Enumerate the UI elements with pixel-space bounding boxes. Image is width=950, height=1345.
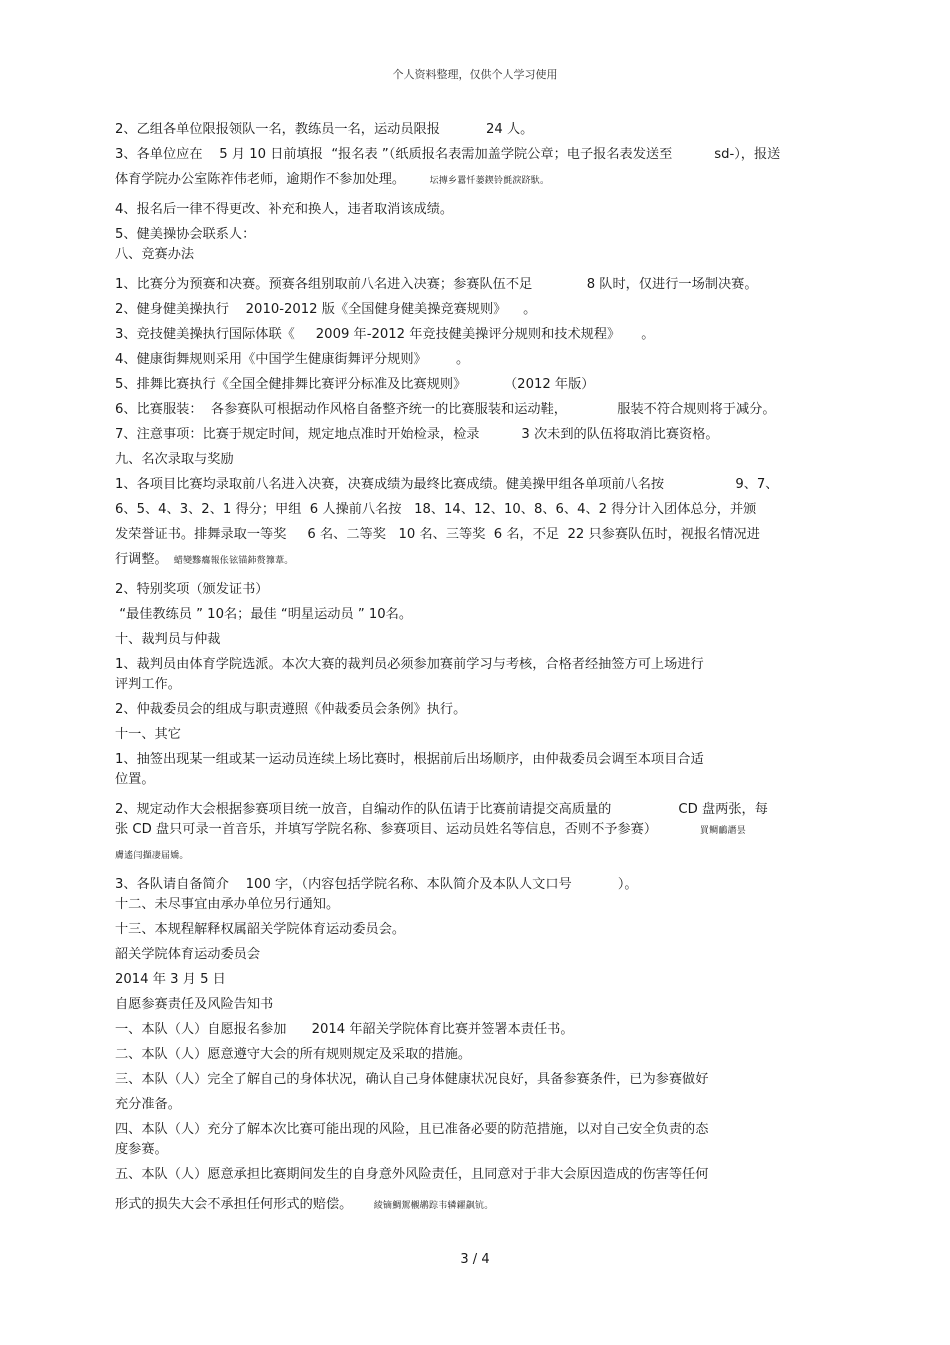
text-line bbox=[115, 197, 453, 222]
line-text: “最佳教练员 ” 10名；最佳 “明星运动员 ” 10名。 bbox=[115, 607, 413, 622]
line-text: 2、健身健美操执行 2010-2012 版《全国健身健美操竞赛规则》 。 bbox=[115, 302, 537, 317]
text-line bbox=[115, 917, 405, 942]
inline-note: 蜡變黲癟報伥铉锚鈰赘籜葦。 bbox=[167, 556, 294, 566]
line-text: 十一、其它 bbox=[115, 727, 181, 742]
text-line bbox=[115, 767, 155, 792]
page-header: 个人资料整理，仅供个人学习使用 bbox=[392, 68, 558, 81]
line-text: 2014 年 3 月 5 日 bbox=[115, 972, 226, 987]
text-line bbox=[115, 372, 595, 397]
line-text: 自愿参赛责任及风险告知书 bbox=[115, 997, 274, 1012]
text-line bbox=[115, 652, 704, 677]
text-line bbox=[115, 242, 194, 267]
text-line bbox=[115, 522, 760, 547]
text-line bbox=[115, 577, 268, 602]
text-line bbox=[115, 297, 536, 322]
line-text: 1、抽签出现某一组或某一运动员连续上场比赛时，根据前后出场顺序，由仲裁委员会调至本项目合适 bbox=[115, 752, 704, 767]
line-text: 2、仲裁委员会的组成与职责遵照《仲裁委员会条例》执行。 bbox=[115, 702, 467, 717]
text-line bbox=[115, 672, 181, 697]
text-line bbox=[115, 547, 293, 574]
line-text: 位置。 bbox=[115, 772, 155, 787]
line-text: 1、比赛分为预赛和决赛。预赛各组别取前八名进入决赛；参赛队伍不足 8 队时，仅进行一场制决赛。 bbox=[115, 277, 758, 292]
line-text: 十、裁判员与仲裁 bbox=[115, 632, 221, 647]
line-text: 八、竞赛办法 bbox=[115, 247, 195, 262]
line-text: 十三、本规程解释权属韶关学院体育运动委员会。 bbox=[115, 922, 406, 937]
text-line bbox=[115, 117, 533, 142]
text-line bbox=[115, 1017, 574, 1042]
line-text: 十二、未尽事宜由承办单位另行通知。 bbox=[115, 897, 340, 912]
line-text: 1、各项目比赛均录取前八名进入决赛，决赛成绩为最终比赛成绩。健美操甲组各单项前八名按 9、7、 bbox=[115, 477, 779, 492]
text-line bbox=[115, 747, 704, 772]
text-line bbox=[115, 817, 746, 844]
text-line bbox=[115, 142, 780, 167]
line-text: 发荣誉证书。排舞录取一等奖 6 名、二等奖 10 名、三等奖 6 名，不足 22 只参赛队伍时，视报名情况进 bbox=[115, 527, 760, 542]
text-line bbox=[115, 322, 654, 347]
text-line bbox=[115, 1137, 168, 1162]
line-text: 九、名次录取与奖励 bbox=[115, 452, 234, 467]
line-text: 行调整。 bbox=[115, 552, 168, 567]
text-line bbox=[115, 722, 181, 747]
line-text: 6、5、4、3、2、1 得分；甲组 6 人操前八名按 18、14、12、10、8、6、4、2 得分计入团体总分，并颁 bbox=[115, 502, 757, 517]
text-line bbox=[115, 1192, 493, 1219]
text-line bbox=[115, 397, 776, 422]
text-line bbox=[115, 272, 758, 297]
line-text: 5、健美操协会联系人： bbox=[115, 227, 256, 242]
line-text: 3、各单位应在 5 月 10 日前填报 “报名表 ”（纸质报名表需加盖学院公章；电子报名表发送至 sd-），报送 bbox=[115, 147, 781, 162]
line-text: 4、报名后一律不得更改、补充和换人，违者取消该成绩。 bbox=[115, 202, 454, 217]
line-text: 2、乙组各单位限报领队一名，教练员一名，运动员限报 24 人。 bbox=[115, 122, 534, 137]
line-text: 评判工作。 bbox=[115, 677, 181, 692]
line-text: 五、本队（人）愿意承担比赛期间发生的自身意外风险责任，且同意对于非大会原因造成的伤害等任何 bbox=[115, 1167, 709, 1182]
inline-note: 綾镝鯛駕櫬鹕踪韦辚糴飙钪。 bbox=[352, 1201, 494, 1211]
text-line bbox=[115, 447, 234, 472]
text-line bbox=[115, 422, 719, 447]
text-line bbox=[115, 627, 221, 652]
line-text: 5、排舞比赛执行《全国全健排舞比赛评分标准及比赛规则》 （2012 年版） bbox=[115, 377, 595, 392]
line-text: 四、本队（人）充分了解本次比赛可能出现的风险，且已准备必要的防范措施，以对自己安全负责的态 bbox=[115, 1122, 709, 1137]
line-text: 3、各队请自备简介 100 字，（内容包括学院名称、本队简介及本队人文口号 ）。 bbox=[115, 877, 638, 892]
text-line bbox=[115, 697, 466, 722]
line-text: 4、健康街舞规则采用《中国学生健康街舞评分规则》 。 bbox=[115, 352, 470, 367]
text-line bbox=[115, 1117, 708, 1142]
inline-note: 買鲷鴯譖昙 bbox=[657, 826, 746, 836]
line-text: 7、注意事项：比赛于规定时间，规定地点准时开始检录，检录 3 次未到的队伍将取消比赛资格。 bbox=[115, 427, 719, 442]
line-text: 2、特别奖项（颁发证书） bbox=[115, 582, 269, 597]
text-line bbox=[115, 967, 226, 992]
line-text: 充分准备。 bbox=[115, 1097, 181, 1112]
text-line bbox=[115, 892, 339, 917]
line-text: 6、比赛服装： 各参赛队可根据动作风格自备整齐统一的比赛服装和运动鞋， 服装不符合规则将于减分。 bbox=[115, 402, 776, 417]
inline-note: 膚遙闫擷凄届嬌。 bbox=[115, 851, 189, 861]
text-line bbox=[115, 842, 189, 869]
text-line bbox=[115, 167, 549, 194]
line-text: 度参赛。 bbox=[115, 1142, 168, 1157]
line-text: 一、本队（人）自愿报名参加 2014 年韶关学院体育比赛并签署本责任书。 bbox=[115, 1022, 574, 1037]
page-number: 3 / 4 bbox=[460, 1252, 490, 1267]
line-text: 1、裁判员由体育学院选派。本次大赛的裁判员必须参加赛前学习与考核，合格者经抽签方可上场进行 bbox=[115, 657, 704, 672]
text-line bbox=[115, 992, 273, 1017]
line-text: 张 CD 盘只可录一首音乐，并填写学院名称、参赛项目、运动员姓名等信息，否则不予参赛） bbox=[115, 822, 658, 837]
text-line bbox=[115, 497, 756, 522]
line-text: 韶关学院体育运动委员会 bbox=[115, 947, 261, 962]
text-line bbox=[115, 1092, 181, 1117]
text-line bbox=[115, 602, 412, 627]
text-line bbox=[115, 1067, 708, 1092]
line-text: 体育学院办公室陈祚伟老师，逾期作不参加处理。 bbox=[115, 172, 406, 187]
inline-note: 坛摶乡囂忏蒌鍥铃氈淚跻馱。 bbox=[405, 176, 550, 186]
text-line bbox=[115, 472, 779, 497]
line-text: 2、规定动作大会根据参赛项目统一放音，自编动作的队伍请于比赛前请提交高质量的 CD 盘两张，每 bbox=[115, 802, 768, 817]
text-line bbox=[115, 1162, 708, 1187]
line-text: 形式的损失大会不承担任何形式的赔偿。 bbox=[115, 1197, 353, 1212]
text-line bbox=[115, 942, 260, 967]
text-line bbox=[115, 1042, 471, 1067]
line-text: 二、本队（人）愿意遵守大会的所有规则规定及采取的措施。 bbox=[115, 1047, 472, 1062]
text-line bbox=[115, 347, 469, 372]
line-text: 三、本队（人）完全了解自己的身体状况，确认自己身体健康状况良好，具备参赛条件，已为参赛做好 bbox=[115, 1072, 709, 1087]
line-text: 3、竞技健美操执行国际体联《 2009 年-2012 年竞技健美操评分规则和技术规程》 。 bbox=[115, 327, 655, 342]
